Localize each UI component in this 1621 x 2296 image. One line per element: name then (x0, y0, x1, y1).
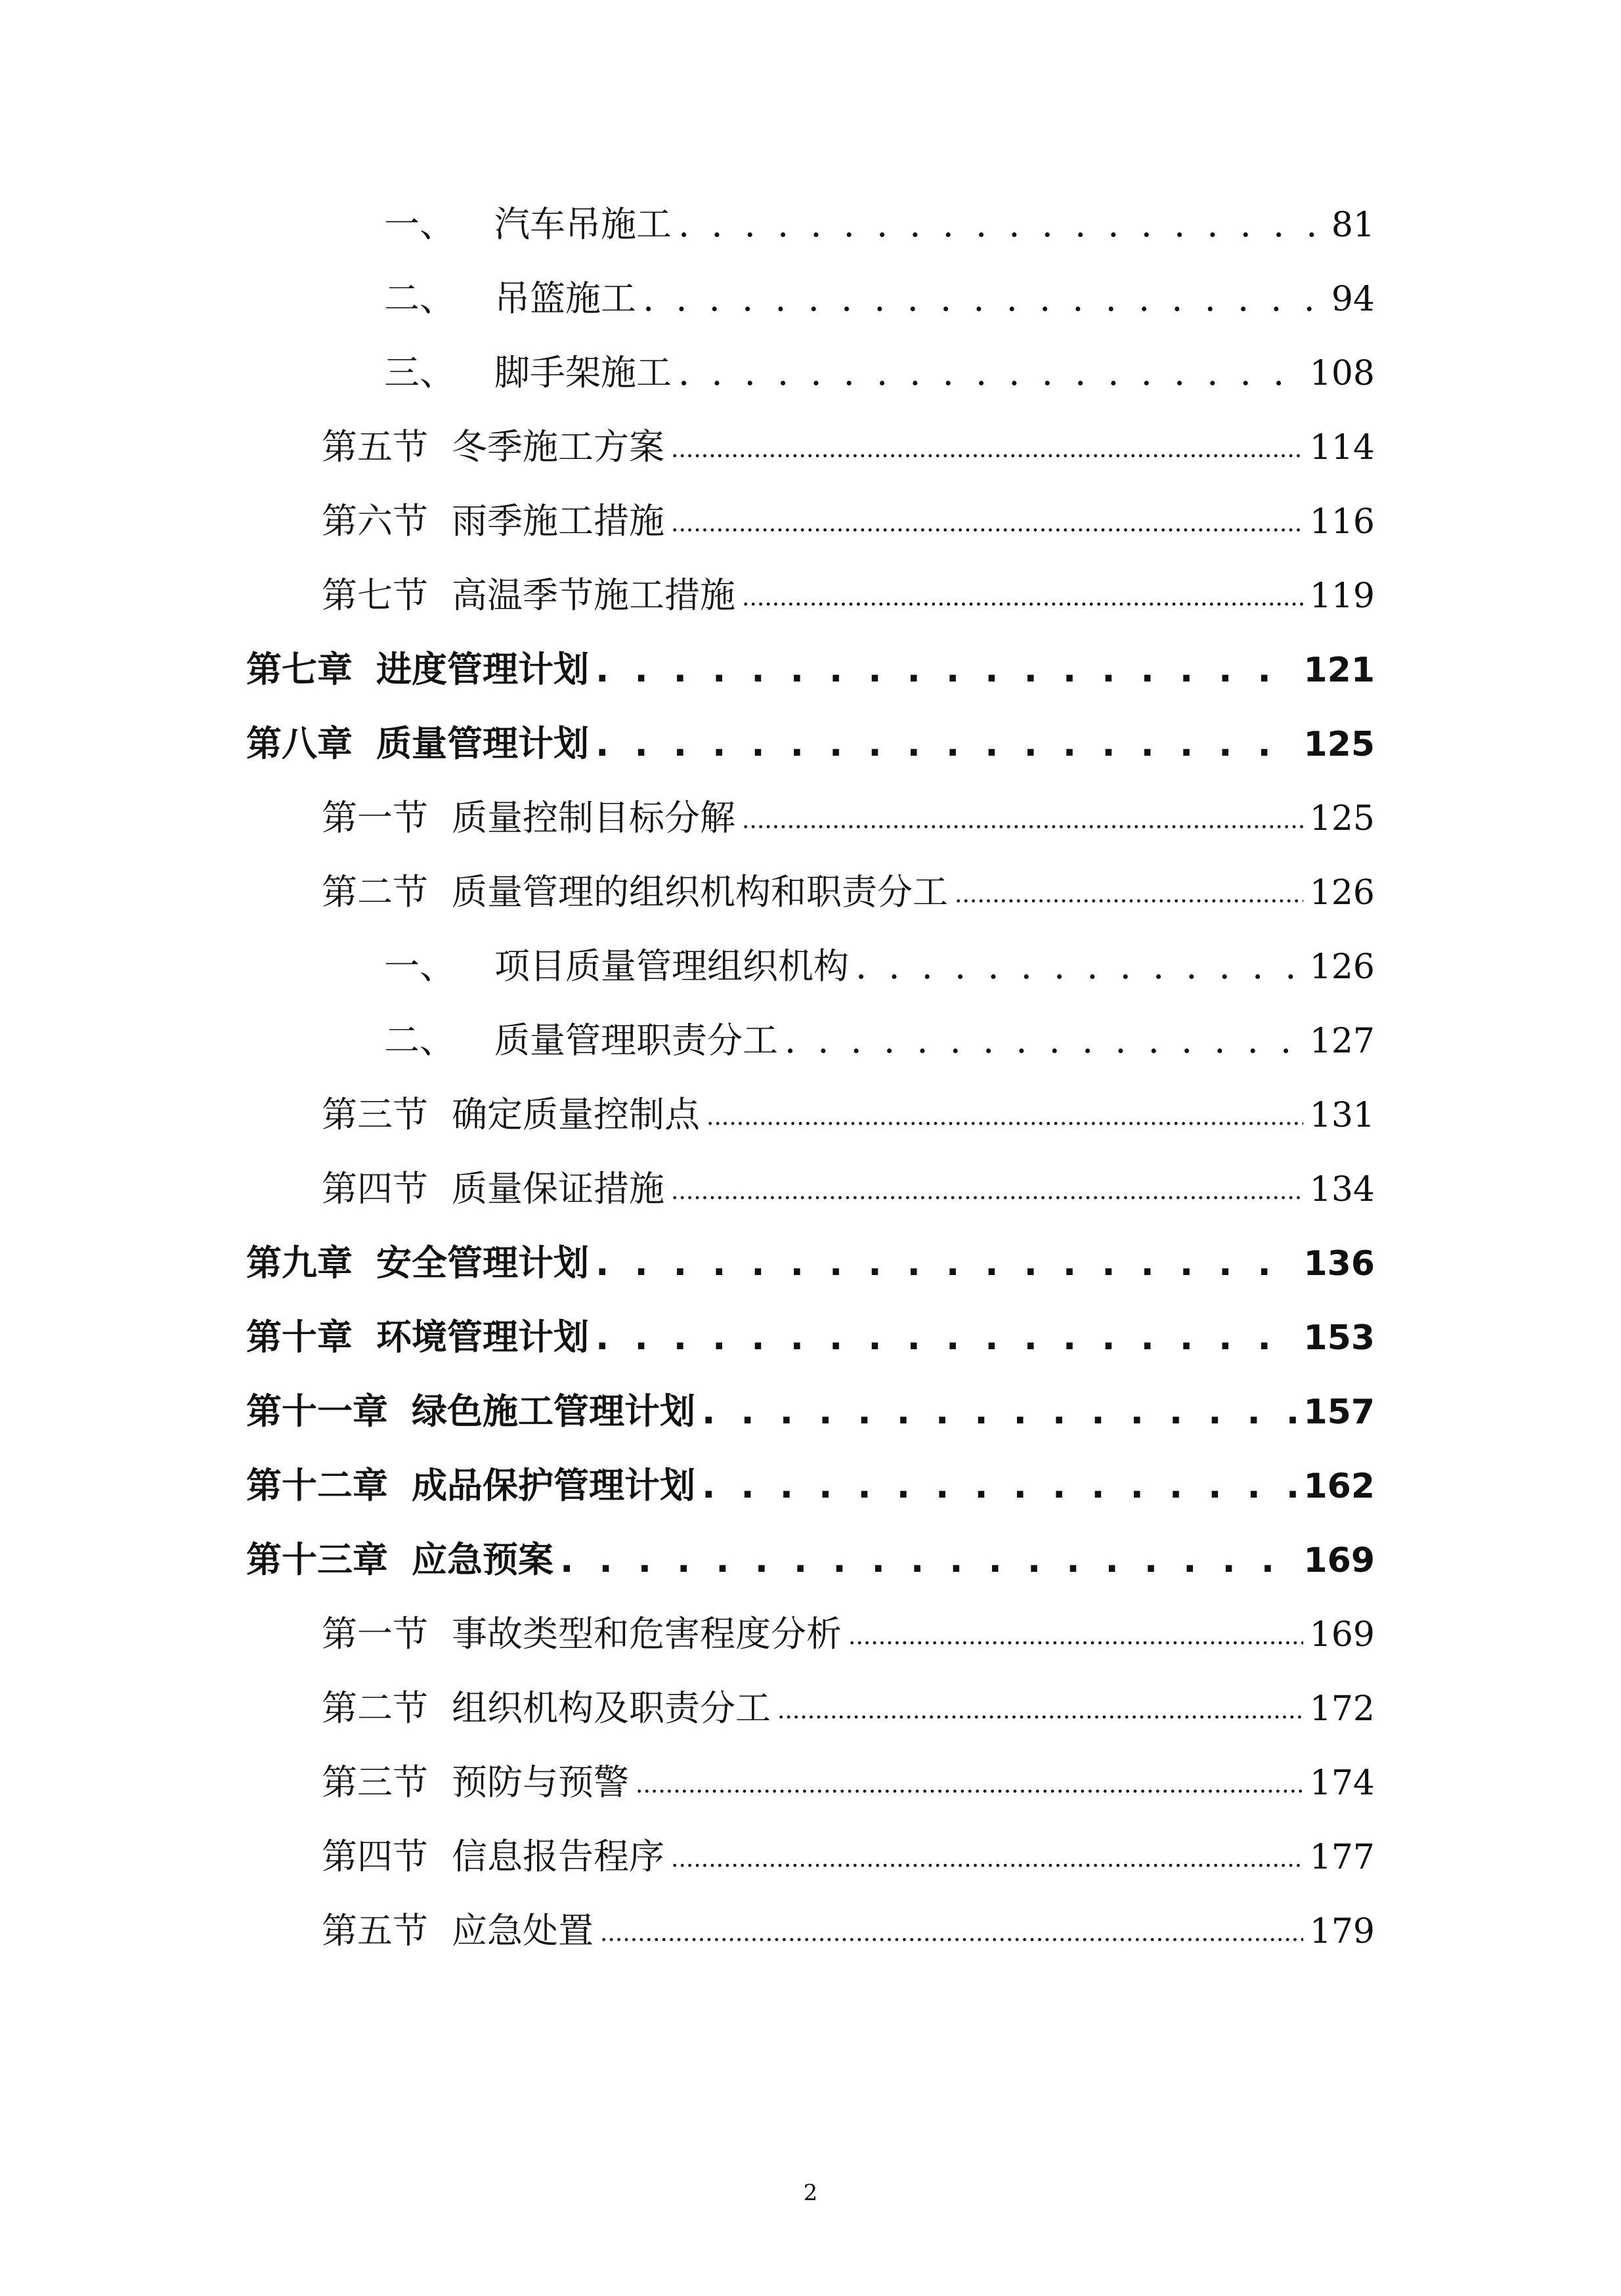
toc-entry-title: 质量管理计划 (376, 723, 589, 764)
toc-entry-title: 确定质量控制点 (452, 1094, 700, 1135)
toc-dot-leader (777, 1682, 1303, 1735)
toc-entry-label: 第十二章 (246, 1465, 388, 1506)
toc-entry-title: 汽车吊施工 (494, 204, 672, 245)
toc-entry-page: 121 (1303, 651, 1375, 690)
toc-dot-leader (702, 1385, 1297, 1438)
toc-dot-leader (706, 1089, 1303, 1141)
toc-dot-leader (600, 1905, 1303, 1957)
toc-entry-section[interactable] (322, 421, 1375, 473)
toc-entry-page: 116 (1309, 502, 1375, 542)
toc-entry-title: 应急预案 (412, 1539, 553, 1580)
toc-entry-title: 组织机构及职责分工 (452, 1687, 771, 1729)
toc-entry-page: 136 (1303, 1244, 1375, 1284)
toc-dot-leader (560, 1534, 1297, 1586)
toc-entry-page: 174 (1309, 1764, 1375, 1803)
toc-entry-section[interactable] (322, 1905, 1375, 1957)
page-number: 2 (803, 2180, 818, 2206)
toc-entry-subsection[interactable] (384, 940, 1375, 993)
toc-entry-section[interactable] (322, 792, 1375, 844)
toc-dot-leader (702, 1460, 1297, 1512)
toc-dot-leader (742, 792, 1303, 844)
toc-entry-label: 一、 (384, 204, 455, 245)
toc-entry-page: 134 (1309, 1170, 1375, 1209)
toc-entry-section[interactable] (322, 866, 1375, 919)
toc-dot-leader (955, 866, 1303, 919)
toc-dot-leader (785, 1014, 1303, 1067)
toc-entry-label: 第一节 (322, 797, 428, 838)
toc-entry-page: 81 (1331, 206, 1375, 245)
toc-entry-title: 事故类型和危害程度分析 (452, 1613, 842, 1655)
toc-entry-section[interactable] (322, 1608, 1375, 1660)
toc-entry-title: 成品保护管理计划 (412, 1465, 695, 1506)
toc-dot-leader (855, 940, 1303, 993)
toc-entry-label: 第七节 (322, 574, 428, 616)
toc-dot-leader (595, 718, 1297, 770)
toc-entry-label: 第三节 (322, 1762, 428, 1803)
toc-entry-label: 第十一章 (246, 1391, 388, 1432)
toc-entry-chapter[interactable] (246, 1534, 1375, 1586)
toc-entry-chapter[interactable] (246, 1237, 1375, 1289)
toc-dot-leader (671, 495, 1303, 548)
toc-dot-leader (678, 347, 1303, 399)
toc-entry-label: 第三节 (322, 1094, 428, 1135)
toc-entry-title: 质量管理的组织机构和职责分工 (452, 871, 948, 913)
toc-entry-label: 第四节 (322, 1168, 428, 1209)
toc-entry-chapter[interactable] (246, 643, 1375, 696)
toc-entry-title: 进度管理计划 (376, 649, 589, 690)
toc-dot-leader (678, 198, 1325, 251)
toc-entry-title: 高温季节施工措施 (452, 574, 735, 616)
toc-entry-title: 吊篮施工 (494, 278, 636, 319)
toc-entry-label: 第二节 (322, 1687, 428, 1729)
toc-entry-label: 第九章 (246, 1242, 353, 1284)
toc-entry-page: 125 (1303, 725, 1375, 764)
toc-entry-subsection[interactable] (384, 198, 1375, 251)
toc-entry-page: 169 (1309, 1615, 1375, 1655)
toc-entry-title: 预防与预警 (452, 1762, 629, 1803)
toc-entry-label: 第五节 (322, 1910, 428, 1951)
toc-entry-section[interactable] (322, 1830, 1375, 1883)
toc-entry-subsection[interactable] (384, 347, 1375, 399)
toc-entry-label: 第七章 (246, 649, 353, 690)
toc-entry-page: 162 (1303, 1467, 1375, 1506)
toc-entry-section[interactable] (322, 1756, 1375, 1809)
toc-entry-title: 质量控制目标分解 (452, 797, 735, 838)
toc-entry-page: 153 (1303, 1318, 1375, 1358)
toc-entry-label: 第八章 (246, 723, 353, 764)
toc-entry-label: 第一节 (322, 1613, 428, 1655)
toc-entry-page: 119 (1309, 576, 1375, 616)
toc-dot-leader (643, 272, 1325, 325)
toc-entry-page: 177 (1309, 1838, 1375, 1877)
toc-entry-label: 二、 (384, 1020, 455, 1061)
toc-entry-title: 环境管理计划 (376, 1316, 589, 1358)
toc-entry-title: 冬季施工方案 (452, 426, 664, 467)
toc-dot-leader (671, 1830, 1303, 1883)
toc-entry-chapter[interactable] (246, 1385, 1375, 1438)
toc-entry-section[interactable] (322, 1089, 1375, 1141)
toc-entry-section[interactable] (322, 569, 1375, 622)
toc-entry-page: 125 (1309, 799, 1375, 838)
toc-entry-title: 质量保证措施 (452, 1168, 664, 1209)
toc-entry-page: 131 (1309, 1096, 1375, 1135)
toc-entry-label: 第六节 (322, 500, 428, 542)
toc-entry-page: 126 (1309, 947, 1375, 987)
toc-entry-page: 114 (1309, 428, 1375, 467)
toc-entry-chapter[interactable] (246, 1460, 1375, 1512)
toc-dot-leader (595, 643, 1297, 696)
toc-dot-leader (848, 1608, 1303, 1660)
toc-entry-label: 第十章 (246, 1316, 353, 1358)
toc-entry-label: 第二节 (322, 871, 428, 913)
toc-entry-chapter[interactable] (246, 1311, 1375, 1364)
toc-entry-page: 126 (1309, 873, 1375, 913)
toc-entry-section[interactable] (322, 1682, 1375, 1735)
toc-entry-title: 质量管理职责分工 (494, 1020, 778, 1061)
toc-entry-label: 二、 (384, 278, 455, 319)
toc-entry-page: 169 (1303, 1541, 1375, 1580)
toc-dot-leader (636, 1756, 1303, 1809)
toc-entry-chapter[interactable] (246, 718, 1375, 770)
toc-entry-page: 94 (1331, 280, 1375, 319)
toc-entry-page: 157 (1303, 1393, 1375, 1432)
toc-entry-page: 179 (1309, 1912, 1375, 1951)
toc-entry-label: 第四节 (322, 1836, 428, 1877)
toc-entry-section[interactable] (322, 495, 1375, 548)
toc-entry-section[interactable] (322, 1163, 1375, 1215)
toc-entry-label: 一、 (384, 945, 455, 987)
toc-dot-leader (595, 1237, 1297, 1289)
toc-entry-page: 108 (1309, 354, 1375, 393)
toc-dot-leader (671, 1163, 1303, 1215)
toc-entry-title: 脚手架施工 (494, 352, 672, 393)
toc-entry-page: 172 (1309, 1689, 1375, 1729)
toc-entry-subsection[interactable] (384, 272, 1375, 325)
toc-entry-title: 安全管理计划 (376, 1242, 589, 1284)
toc-dot-leader (671, 421, 1303, 473)
toc-entry-page: 127 (1309, 1022, 1375, 1061)
toc-entry-label: 第十三章 (246, 1539, 388, 1580)
toc-entry-title: 项目质量管理组织机构 (494, 945, 849, 987)
toc-entry-title: 雨季施工措施 (452, 500, 664, 542)
toc-entry-title: 信息报告程序 (452, 1836, 664, 1877)
toc-dot-leader (595, 1311, 1297, 1364)
toc-entry-title: 应急处置 (452, 1910, 594, 1951)
toc-entry-title: 绿色施工管理计划 (412, 1391, 695, 1432)
toc-dot-leader (742, 569, 1303, 622)
toc-entry-label: 三、 (384, 352, 455, 393)
toc-entry-label: 第五节 (322, 426, 428, 467)
toc-entry-subsection[interactable] (384, 1014, 1375, 1067)
